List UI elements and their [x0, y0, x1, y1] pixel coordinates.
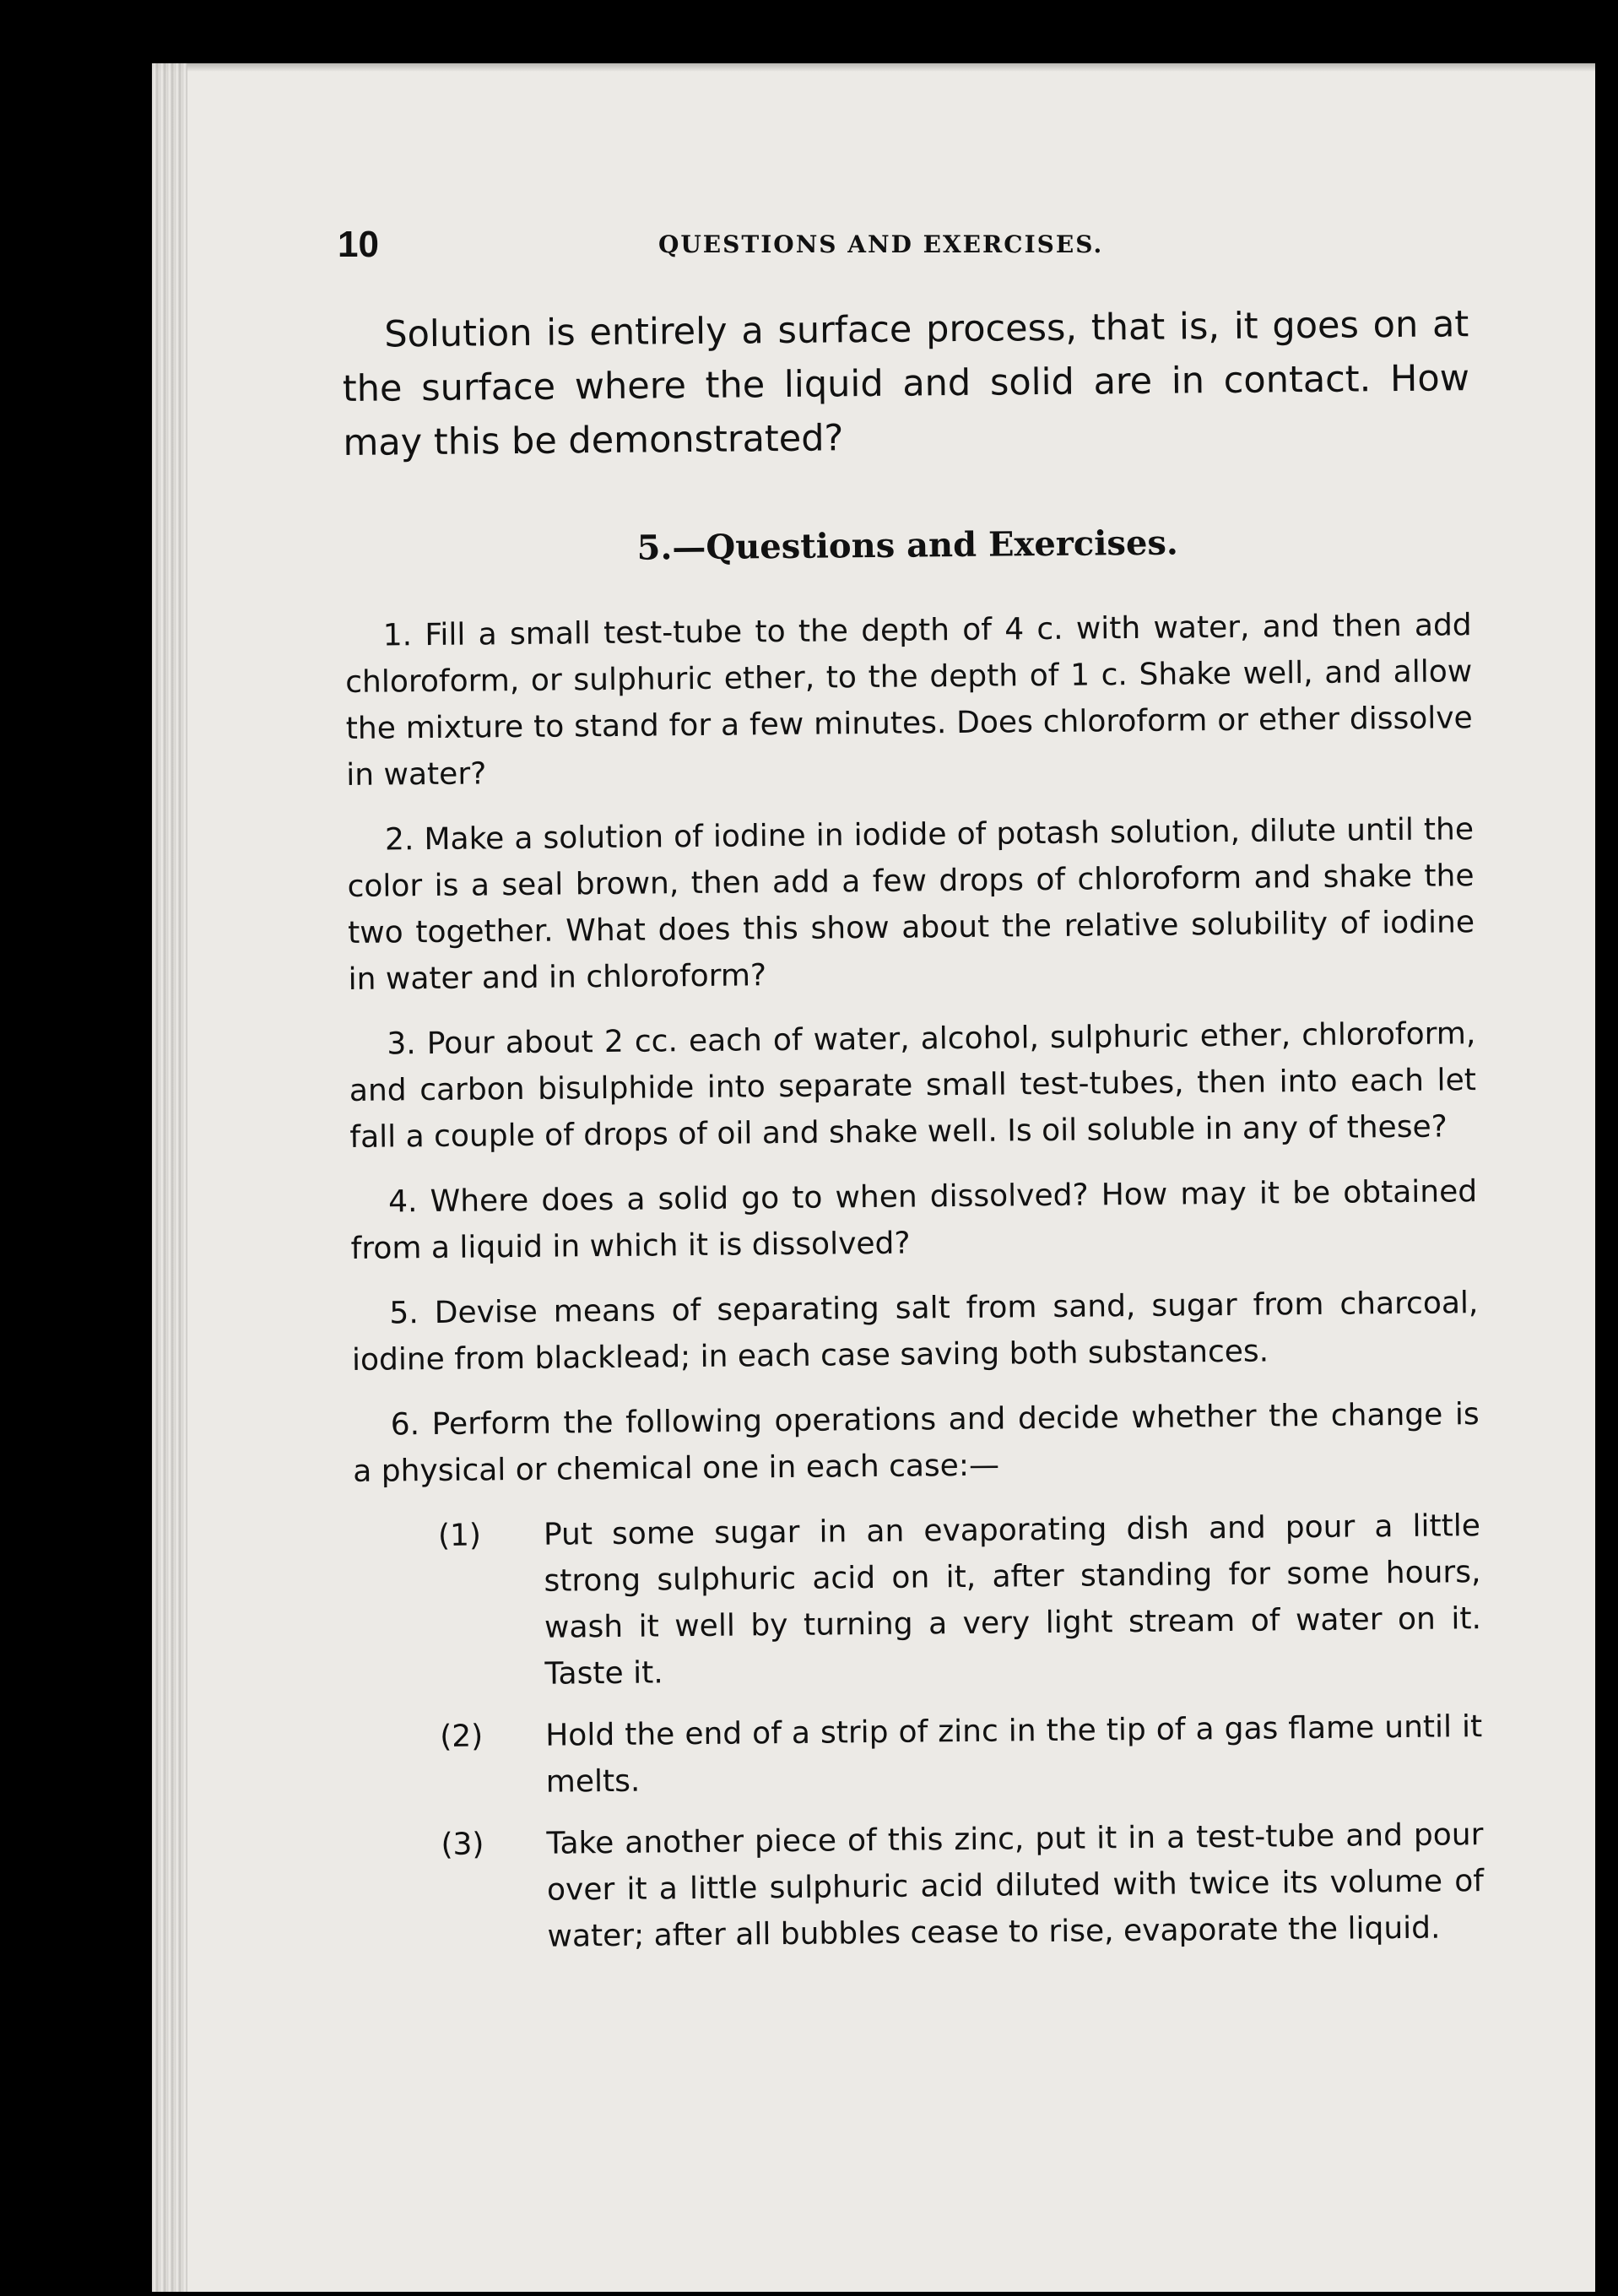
page-edge-binding [152, 63, 187, 2292]
question-3: 3. Pour about 2 cc. each of water, alcohol, sulphuric ether, chloroform, and carbon bisulphide into separate small test-tubes, then into each let fall a couple of drops of oil and shake well. Is oil soluble in any of these? [349, 1016, 1477, 1155]
subitem-1 [354, 1503, 1482, 1699]
question-5: 5. Devise means of separating salt from sand, sugar from charcoal, iodine from blacklead; in each case saving both substances. [351, 1286, 1479, 1378]
subitem-1-number: (1) [437, 1518, 482, 1553]
running-head: QUESTIONS AND EXERCISES. [658, 230, 1104, 258]
subitem-2-number: (2) [440, 1719, 484, 1754]
question-2: 2. Make a solution of iodine in iodide of potash solution, dilute until the color is a seal brown, then add a few drops of chloroform and shake the two together. What does this show about the relative solubility of iodine in water and in chloroform? [347, 812, 1475, 997]
page-number: 10 [338, 224, 379, 265]
question-6: 6. Perform the following operations and decide whether the change is a physical or chemical one in each case:— [353, 1397, 1480, 1489]
page-header [338, 224, 1469, 274]
page-content [342, 297, 1485, 1977]
subitem-3-text: Take another piece of this zinc, put it in a test-tube and pour over it a little sulphuric acid diluted with twice its volume of water; after all bubbles cease to rise, evaporate the liquid. [546, 1817, 1485, 1954]
subitem-2 [355, 1703, 1483, 1807]
question-4: 4. Where does a solid go to when dissolved? How may it be obtained from a liquid in which it is dissolved? [350, 1174, 1478, 1266]
page-top-shadow [152, 63, 1595, 72]
subitem-2-text: Hold the end of a strip of zinc in the tip of a gas flame until it melts. [545, 1709, 1483, 1800]
intro-paragraph: Solution is entirely a surface process, that is, it goes on at the surface where the liquid and solid are in contact. How may this be demonstrated? [342, 303, 1470, 464]
question-1: 1. Fill a small test-tube to the depth of 4 c. with water, and then add chloroform, or sulphuric ether, to the depth of 1 c. Shake well, and allow the mixture to stand for a few minutes. Does chloroform or ether dissolve in water? [345, 608, 1473, 793]
question-6-subitems [354, 1503, 1485, 1962]
section-heading: 5.—Questions and Exercises. [636, 523, 1179, 568]
subitem-3 [356, 1811, 1485, 1962]
subitem-3-number: (3) [441, 1827, 484, 1862]
subitem-1-text: Put some sugar in an evaporating dish and pour a little strong sulphuric acid on it, after standing for some hours, wash it well by turning a very light stream of water on it. Taste it. [543, 1508, 1482, 1692]
